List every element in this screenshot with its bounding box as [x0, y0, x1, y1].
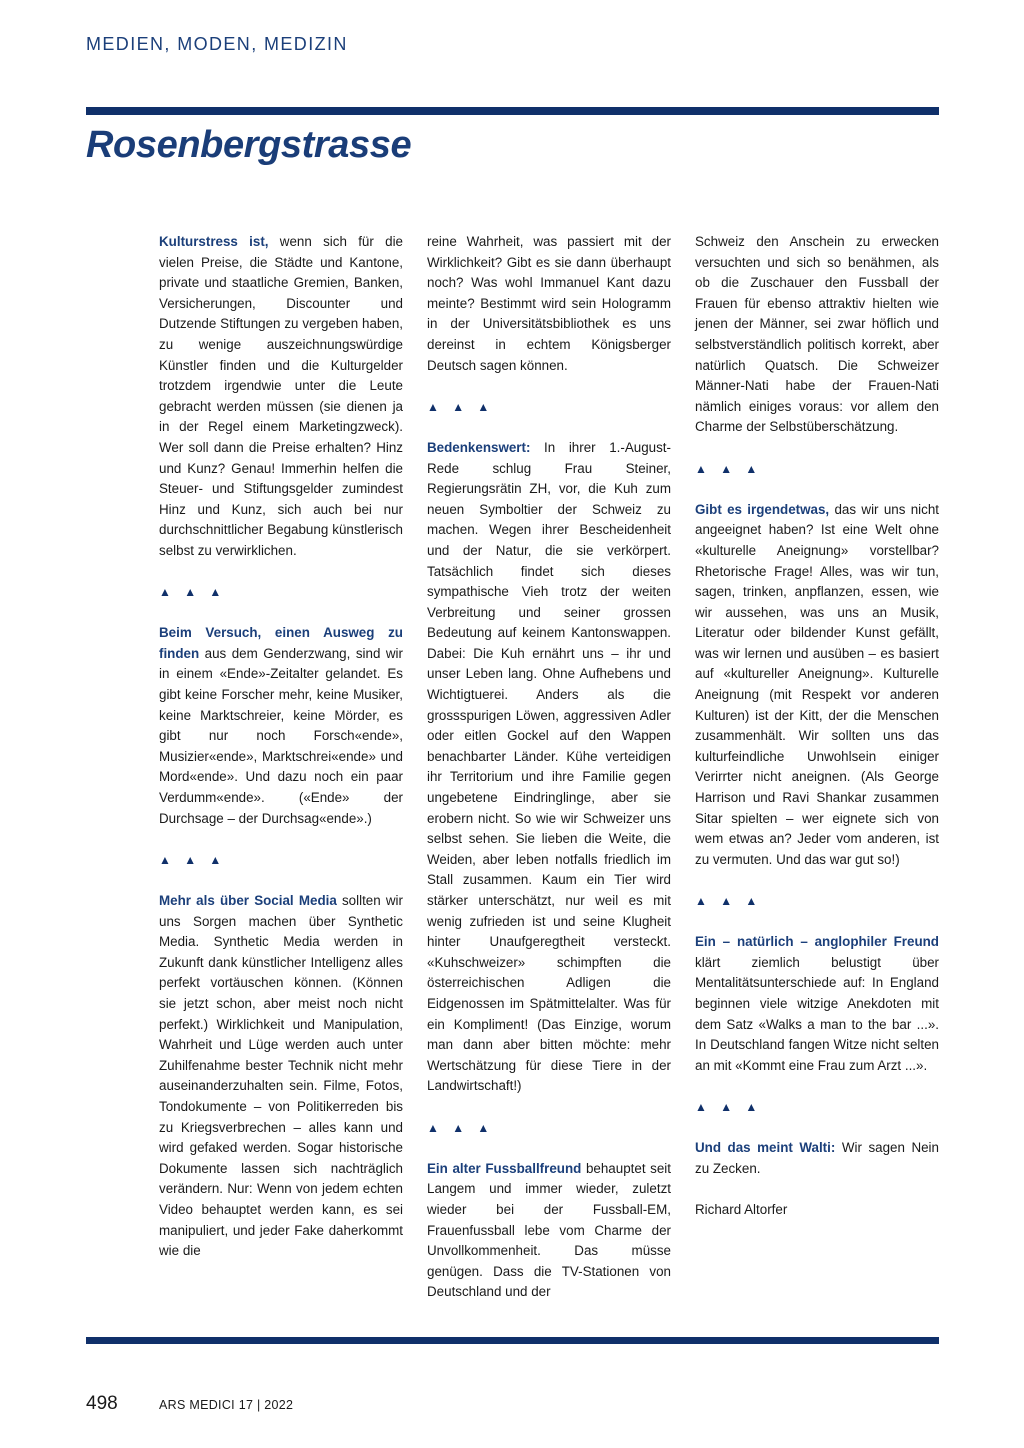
triangle-separator-icon: ▲ ▲ ▲ — [695, 1099, 763, 1114]
paragraph-fussballfreund — [427, 1159, 671, 1303]
paragraph-anglophiler-freund — [695, 932, 939, 1076]
paragraph-lead: Kulturstress ist, — [159, 234, 269, 249]
paragraph-text: In ihrer 1.-August-Rede schlug Frau Steiner, Regierungsrätin ZH, vor, die Kuh zum neuen Symboltier der Schweiz zu machen. Wegen ihrer Bescheidenheit und der Natur, die sie verkörpert. Tatsächlich findet sich dieses sympathische Vieh trotz der weiten Verbreitung und seiner grossen Bedeutung auf keinem Kantonswappen. Dabei: Die Kuh ernährt uns – ihr und unser Leben lang. Ohne Aufhebens und Wichtigtuerei. Anders als die grossspurigen Löwen, aggressiven Adler oder eitlen Gockel auf den Wappen benachbarter Länder. Kühe verteidigen ihr Territorium und ihre Familie gegen ungebetene Eindringlinge, aber sie erobern nicht. So wie wir Schweizer uns selbst sehen. Sie lieben die Weite, die Weiden, aber leben notfalls friedlich im Stall zusammen. Kaum ein Tier wird stärker unterschätzt, nur weil es mit wenig zufrieden ist und seine Klugheit hinter Unaufgeregtheit versteckt. «Kuhschweizer» schimpften die österreichischen Adligen die Eidgenossen im Spätmittelalter. Was für ein Kompliment! (Das Einzige, worum man dann aber bitten möchte: mehr Wertschätzung für diese Tiere in der Landwirtschaft!) — [427, 439, 671, 1094]
paragraph-social-media — [159, 891, 403, 1262]
paragraph-continued — [695, 232, 939, 438]
paragraph-walti — [695, 1138, 939, 1179]
paragraph-lead: Und das meint Walti: — [695, 1140, 836, 1156]
paragraph-text: Schweiz den Anschein zu erwecken versuchten und sich so benähmen, als ob die Zuschauer den Fussball der Frauen für ebenso attraktiv hielten wie jenen der Männer, sei zwar höflich und selbstverständlich politisch korrekt, aber natürlich Quatsch. Die Schweizer Männer-Nati habe der Frauen-Nati nämlich einiges voraus: vor allem den Charme der Selbstüberschätzung. — [695, 234, 939, 435]
paragraph-text: behauptet seit Langem und immer wieder, zuletzt wieder bei der Fussball-EM, Frauenfussball lebe vom Charme der Unvollkommenheit. Das müsse genügen. Dass die TV-Stationen von Deutschland und der — [427, 1160, 671, 1300]
paragraph-continued — [427, 232, 671, 376]
paragraph-lead: Beim Versuch, einen Ausweg zu finden — [159, 625, 403, 661]
paragraph-text: das wir uns nicht angeeignet haben? Ist eine Welt ohne «kulturelle Aneignung» vorstellbar? Rhetorische Frage! Alles, was wir tun, sagen, trinken, anpflanzen, essen, wie wir aussehen, was uns an Musik, Literatur oder bildender Kunst gefällt, was wir lernen und ausüben – es basiert auf «kultureller Aneignung». Kulturelle Aneignung (mit Respekt vor anderen Kulturen) ist der Kitt, der die Menschen zusammenhält. Wir sollten uns das kulturfeindliche Unwohlsein einiger Verirrter nicht aneignen. (Als George Harrison und Ravi Shankar zusammen Sitar spielten – wer eignete sich von wem etwas an? Jeder vom anderen, ist zu vermuten. Und das war gut so!) — [695, 501, 940, 867]
triangle-separator-icon: ▲ ▲ ▲ — [695, 461, 763, 476]
top-rule — [86, 107, 939, 115]
paragraph-lead: Ein – natürlich – anglophiler Freund — [695, 934, 939, 950]
paragraph-text: sollten wir uns Sorgen machen über Synthetic Media. Synthetic Media werden in Zukunft dank künstlicher Intelligenz alles perfekt vortäuschen können. (Können sie jetzt schon, aber meist noch nicht perfekt.) Wirklichkeit und Manipulation, Wahrheit und Lüge werden auch unter Zuhilfenahme bester Technik nicht mehr auseinanderzuhalten sein. Filme, Fotos, Tondokumente – von Politikerreden bis zu Kriegsverbrechen – alles kann und wird gefaked werden. Sogar historische Dokumente lassen sich nachträglich verändern. Nur: Wenn von jedem echten Video behauptet werden kann, es sei manipuliert, und jeder Fake daherkommt wie die — [159, 893, 403, 1259]
paragraph-text: klärt ziemlich belustigt über Mentalitätsunterschiede auf: In England beginnen viele witzige Anekdoten mit dem Satz «Walks a man to the bar ...». In Deutschland fangen Witze nicht selten an mit «Kommt eine Frau zum Arzt ...». — [695, 954, 939, 1073]
paragraph-bedenkenswert — [427, 438, 671, 1097]
column-2 — [427, 232, 671, 1323]
paragraph-text: Wir sagen Nein zu Zecken. — [695, 1140, 939, 1176]
bottom-rule — [86, 1337, 939, 1344]
paragraph-lead: Ein alter Fussballfreund — [427, 1160, 582, 1176]
author-name: Richard Altorfer — [695, 1201, 788, 1217]
triangle-separator-icon: ▲ ▲ ▲ — [695, 894, 763, 908]
paragraph-lead: Bedenkenswert: — [427, 439, 531, 455]
page-title: Rosenbergstrasse — [86, 124, 412, 166]
section-header: MEDIEN, MODEN, MEDIZIN — [86, 34, 348, 54]
paragraph-aneignung — [695, 500, 939, 871]
paragraph-text: reine Wahrheit, was passiert mit der Wirklichkeit? Gibt es sie dann überhaupt noch? Was wohl Immanuel Kant dazu meinte? Bestimmt wird sein Hologramm in der Universitätsbibliothek es uns dereinst in echtem Königsberger Deutsch sagen können. — [427, 234, 671, 373]
triangle-separator-icon: ▲ ▲ ▲ — [159, 852, 227, 867]
paragraph-lead: Gibt es irgendetwas, — [695, 501, 830, 517]
paragraph-text: aus dem Genderzwang, sind wir in einem «Ende»-Zeitalter gelandet. Es gibt keine Forscher mehr, keine Musiker, keine Marktschreier, keine Mörder, es gibt nur noch Forsch«ende», Musizier«ende», Marktschrei«ende» und Mord«ende». Und dazu noch ein paar Verdumm«ende». («Ende» der Durchsage – der Durchsag«ende».) — [159, 645, 403, 826]
paragraph-text: wenn sich für die vielen Preise, die Städte und Kantone, private und staatliche Gremien, Banken, Versicherungen, Discounter und Dutzende Stiftungen zu vergeben haben, zu wenige auszeichnungswürdige Künstler finden und die Kulturgelder trotzdem irgendwie unter die Leute gebracht werden müssen (sie dienen ja in der Regel einem Marketingzweck). Wer soll dann die Preise erhalten? Hinz und Kunz? Genau! Immerhin helfen die Steuer- und Stiftungsgelder zumindest Hinz und Kunz, sich auch bei nur durchschnittlicher Begabung künstlerisch selbst zu verwirklichen. — [159, 234, 403, 558]
paragraph-ausweg — [159, 623, 403, 829]
triangle-separator-icon: ▲ ▲ ▲ — [427, 1120, 495, 1135]
column-3 — [695, 232, 939, 1241]
page-number: 498 — [86, 1393, 118, 1414]
journal-issue: ARS MEDICI 17 | 2022 — [159, 1398, 294, 1412]
paragraph-lead: Mehr als über Social Media — [159, 893, 337, 908]
triangle-separator-icon: ▲ ▲ ▲ — [159, 585, 227, 600]
triangle-separator-icon: ▲ ▲ ▲ — [427, 399, 495, 414]
column-1 — [159, 232, 403, 1282]
paragraph-kulturstress — [159, 232, 403, 562]
